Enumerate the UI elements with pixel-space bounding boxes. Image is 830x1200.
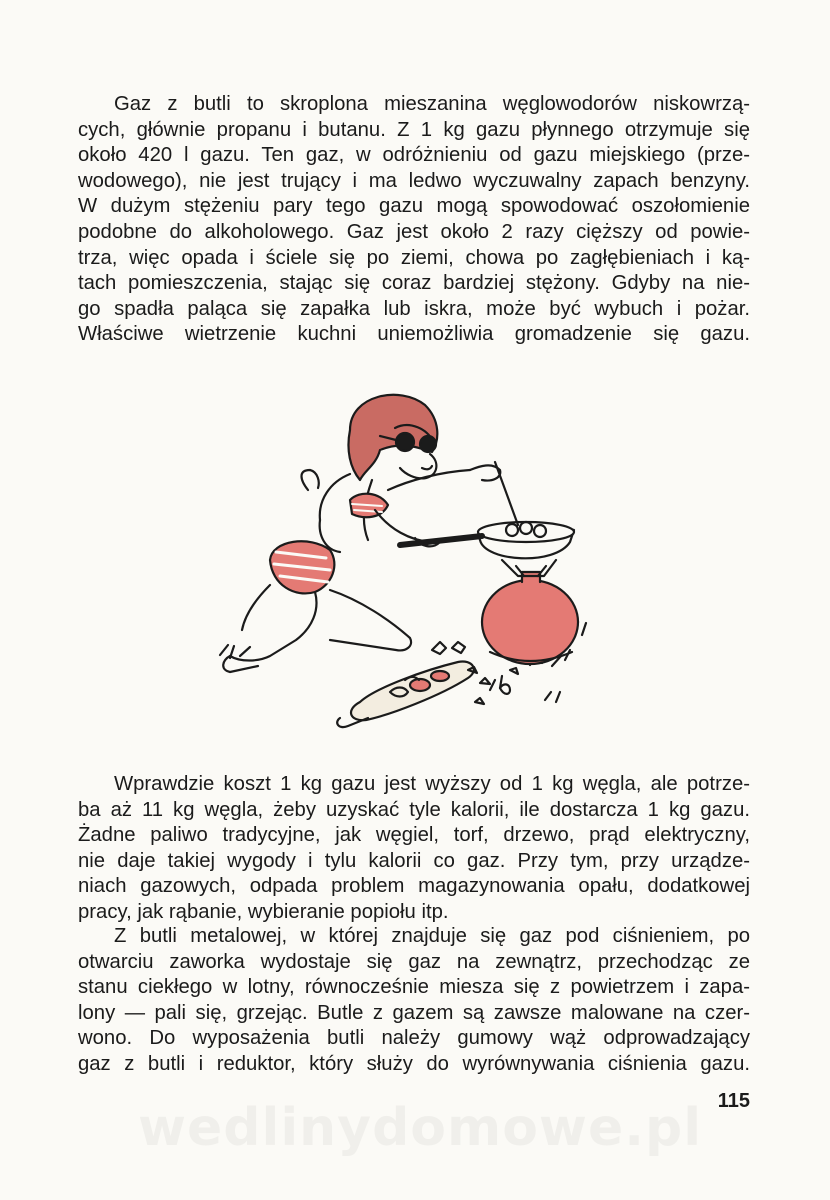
paragraph3-line: gaz z butli i reduktor, który służy do wyrównywania ciśnienia gazu. [78, 1052, 750, 1075]
paragraph1-line: W dużym stężeniu pary tego gazu mogą spowodować oszołomienie [78, 195, 750, 218]
paragraph2-line: niach gazowych, odpada problem magazynowania opału, dodatkowej [78, 875, 750, 898]
paragraph1-line: trza, więc opada i ściele się po ziemi, chowa po zagłębieniach i ką- [78, 246, 750, 269]
paragraph3-line: stanu ciekłego w lotny, równocześnie miesza się z powietrzem i zapa- [78, 976, 750, 999]
paragraph2-line: Wprawdzie koszt 1 kg gazu jest wyższy od 1 kg węgla, ale potrze- [114, 773, 750, 795]
paragraph3-line: Z butli metalowej, w której znajduje się gaz pod ciśnieniem, po [114, 925, 750, 947]
paragraph2-line: ba aż 11 kg węgla, żeby uzyskać tyle kalorii, ile dostarcza 1 kg gazu. [78, 798, 750, 821]
paragraph2-line: Żadne paliwo tradycyjne, jak węgiel, torf, drzewo, prąd elektryczny, [78, 824, 750, 847]
cartoon-drawing [200, 370, 620, 750]
paragraph1-line: go spadła paląca się zapałka lub iskra, może być wybuch i pożar. [78, 297, 750, 320]
watermark [100, 1098, 740, 1158]
page-number: 115 [717, 1090, 750, 1112]
paragraph1-line: około 420 l gazu. Ten gaz, w odróżnieniu od gazu miejskiego (prze- [78, 144, 750, 167]
paragraph-gas-vs-coal [78, 772, 750, 926]
paragraph3-line: otwarciu zaworka wydostaje się gaz na zewnątrz, przechodząc ze [78, 950, 750, 973]
illustration-woman-cooking-on-gas-bottle [200, 370, 620, 750]
paragraph3-line: lony — pali się, grzejąc. Butle z gazem są zawsze malowane na czer- [78, 1001, 750, 1024]
paragraph3-line: wono. Do wyposażenia butli należy gumowy wąż odprowadzający [78, 1027, 750, 1050]
paragraph-gas-description [78, 92, 750, 348]
paragraph-gas-bottle-operation [78, 924, 750, 1078]
paragraph1-line: podobne do alkoholowego. Gaz jest około 2 razy cięższy od powie- [78, 220, 750, 243]
paragraph1-line: Właściwe wietrzenie kuchni uniemożliwia gromadzenie się gazu. [78, 323, 750, 346]
paragraph1-line: wodowego), nie jest trujący i ma ledwo wyczuwalny zapach benzyny. [78, 169, 750, 192]
paragraph1-line: cych, głównie propanu i butanu. Z 1 kg gazu płynnego otrzymuje się [78, 118, 750, 141]
paragraph1-line: tach pomieszczenia, stając się coraz bardziej stężony. Gdyby na nie- [78, 272, 750, 295]
paragraph2-line: pracy, jak rąbanie, wybieranie popiołu itp. [78, 900, 449, 923]
paragraph1-line: Gaz z butli to skroplona mieszanina węglowodorów niskowrzą- [114, 93, 750, 115]
paragraph2-line: nie daje takiej wygody i tylu kalorii co gaz. Przy tym, przy urządze- [78, 849, 750, 872]
